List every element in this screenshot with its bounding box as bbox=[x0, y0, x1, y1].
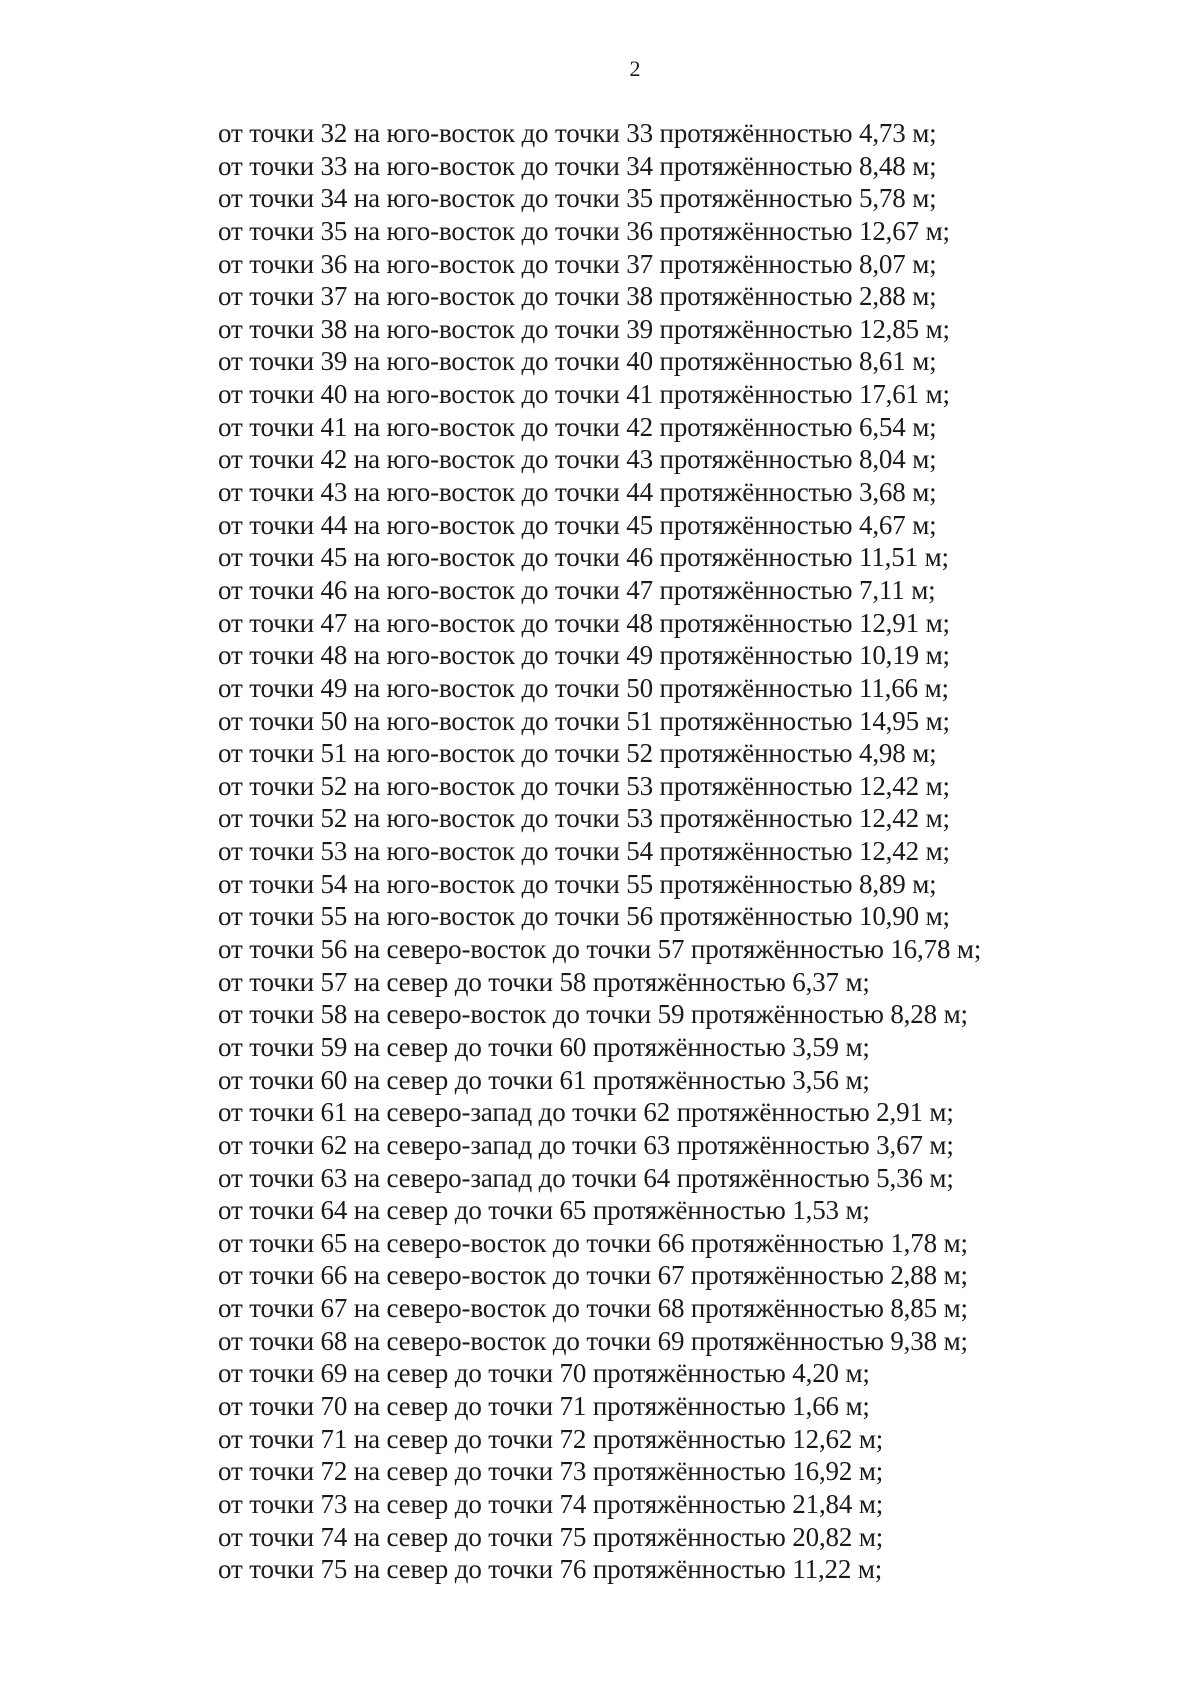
boundary-line: от точки 51 на юго-восток до точки 52 протяжённостью 4,98 м; bbox=[218, 738, 937, 769]
boundary-line: от точки 59 на север до точки 60 протяжённостью 3,59 м; bbox=[218, 1031, 870, 1062]
boundary-line: от точки 34 на юго-восток до точки 35 протяжённостью 5,78 м; bbox=[218, 183, 937, 214]
boundary-line: от точки 52 на юго-восток до точки 53 протяжённостью 12,42 м; bbox=[218, 770, 950, 801]
boundary-line: от точки 41 на юго-восток до точки 42 протяжённостью 6,54 м; bbox=[218, 411, 937, 442]
boundary-line: от точки 52 на юго-восток до точки 53 протяжённостью 12,42 м; bbox=[218, 803, 950, 834]
boundary-line: от точки 45 на юго-восток до точки 46 протяжённостью 11,51 м; bbox=[218, 542, 949, 573]
boundary-line: от точки 69 на север до точки 70 протяжённостью 4,20 м; bbox=[218, 1358, 870, 1389]
boundary-line: от точки 32 на юго-восток до точки 33 протяжённостью 4,73 м; bbox=[218, 118, 937, 148]
boundary-line: от точки 43 на юго-восток до точки 44 протяжённостью 3,68 м; bbox=[218, 477, 937, 508]
boundary-line: от точки 44 на юго-восток до точки 45 протяжённостью 4,67 м; bbox=[218, 509, 937, 540]
boundary-line: от точки 53 на юго-восток до точки 54 протяжённостью 12,42 м; bbox=[218, 836, 950, 867]
boundary-line: от точки 75 на север до точки 76 протяжённостью 11,22 м; bbox=[218, 1554, 883, 1585]
boundary-line: от точки 38 на юго-восток до точки 39 протяжённостью 12,85 м; bbox=[218, 313, 950, 344]
boundary-line: от точки 67 на северо-восток до точки 68 протяжённостью 8,85 м; bbox=[218, 1293, 968, 1324]
boundary-line: от точки 57 на север до точки 58 протяжённостью 6,37 м; bbox=[218, 966, 870, 997]
boundary-line: от точки 36 на юго-восток до точки 37 протяжённостью 8,07 м; bbox=[218, 248, 937, 279]
boundary-line: от точки 48 на юго-восток до точки 49 протяжённостью 10,19 м; bbox=[218, 640, 950, 671]
boundary-line: от точки 64 на север до точки 65 протяжённостью 1,53 м; bbox=[218, 1195, 870, 1226]
boundary-line: от точки 71 на север до точки 72 протяжённостью 12,62 м; bbox=[218, 1423, 884, 1454]
boundary-line: от точки 55 на юго-восток до точки 56 протяжённостью 10,90 м; bbox=[218, 901, 950, 932]
boundary-line: от точки 56 на северо-восток до точки 57 протяжённостью 16,78 м; bbox=[218, 934, 982, 965]
boundary-line: от точки 66 на северо-восток до точки 67 протяжённостью 2,88 м; bbox=[218, 1260, 968, 1291]
boundary-line: от точки 60 на север до точки 61 протяжённостью 3,56 м; bbox=[218, 1064, 870, 1095]
boundary-line: от точки 46 на юго-восток до точки 47 протяжённостью 7,11 м; bbox=[218, 574, 936, 605]
boundary-line: от точки 62 на северо-запад до точки 63 протяжённостью 3,67 м; bbox=[218, 1129, 954, 1160]
boundary-line: от точки 61 на северо-запад до точки 62 протяжённостью 2,91 м; bbox=[218, 1097, 954, 1128]
boundary-line: от точки 72 на север до точки 73 протяжённостью 16,92 м; bbox=[218, 1456, 884, 1487]
boundary-line: от точки 40 на юго-восток до точки 41 протяжённостью 17,61 м; bbox=[218, 379, 950, 410]
boundary-line: от точки 33 на юго-восток до точки 34 протяжённостью 8,48 м; bbox=[218, 150, 937, 181]
boundary-line: от точки 70 на север до точки 71 протяжённостью 1,66 м; bbox=[218, 1390, 870, 1421]
boundary-line: от точки 63 на северо-запад до точки 64 протяжённостью 5,36 м; bbox=[218, 1162, 954, 1193]
boundary-line: от точки 74 на север до точки 75 протяжённостью 20,82 м; bbox=[218, 1521, 884, 1552]
boundary-line: от точки 50 на юго-восток до точки 51 протяжённостью 14,95 м; bbox=[218, 705, 950, 736]
boundary-line: от точки 49 на юго-восток до точки 50 протяжённостью 11,66 м; bbox=[218, 672, 949, 703]
boundary-description-list bbox=[218, 117, 1178, 1586]
boundary-line: от точки 47 на юго-восток до точки 48 протяжённостью 12,91 м; bbox=[218, 607, 950, 638]
boundary-line: от точки 54 на юго-восток до точки 55 протяжённостью 8,89 м; bbox=[218, 868, 937, 899]
boundary-line: от точки 58 на северо-восток до точки 59 протяжённостью 8,28 м; bbox=[218, 999, 968, 1030]
boundary-line: от точки 39 на юго-восток до точки 40 протяжённостью 8,61 м; bbox=[218, 346, 937, 377]
boundary-line: от точки 35 на юго-восток до точки 36 протяжённостью 12,67 м; bbox=[218, 215, 950, 246]
page-number: 2 bbox=[629, 56, 641, 81]
boundary-line: от точки 37 на юго-восток до точки 38 протяжённостью 2,88 м; bbox=[218, 281, 937, 312]
boundary-line: от точки 42 на юго-восток до точки 43 протяжённостью 8,04 м; bbox=[218, 444, 937, 475]
boundary-line: от точки 73 на север до точки 74 протяжённостью 21,84 м; bbox=[218, 1488, 884, 1519]
boundary-line: от точки 65 на северо-восток до точки 66 протяжённостью 1,78 м; bbox=[218, 1227, 968, 1258]
boundary-line: от точки 68 на северо-восток до точки 69 протяжённостью 9,38 м; bbox=[218, 1325, 968, 1356]
